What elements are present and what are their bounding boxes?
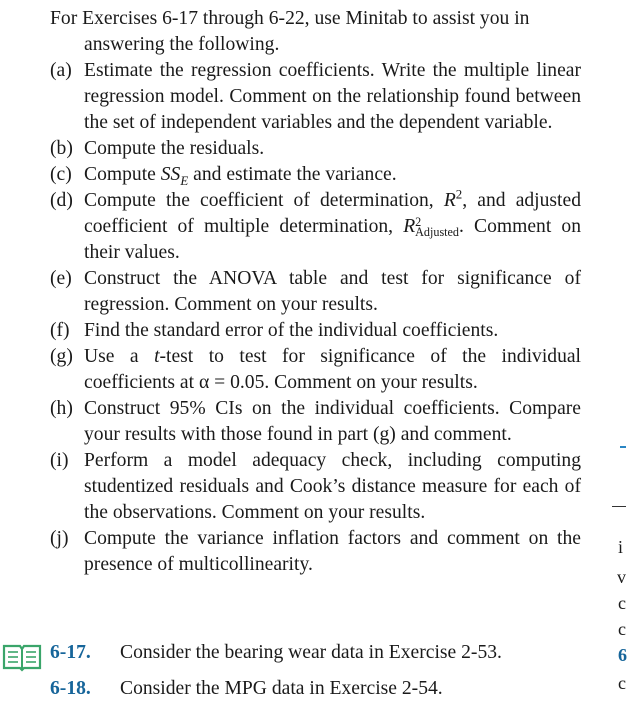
- exercise-instructions: [50, 6, 582, 58]
- intro-line-2: answering the following.: [84, 34, 280, 55]
- part-h: (h) Construct 95% CIs on the individual coefficients. Compare your results with those found in part (g) and comment.: [50, 398, 581, 445]
- exercise-text: Consider the MPG data in Exercise 2-54.: [120, 678, 443, 699]
- cropped-edge-char: i: [618, 537, 624, 557]
- cropped-edge-char: c: [618, 593, 626, 613]
- part-i: (i) Perform a model adequacy check, including computing studentized residuals and Cook’s distance measure for each of the observations. Comment on your results.: [50, 450, 581, 523]
- cropped-edge-char: 6: [618, 645, 627, 665]
- part-e: (e) Construct the ANOVA table and test for significance of regression. Comment on your results.: [50, 268, 581, 315]
- cropped-edge-char: c: [618, 619, 626, 639]
- exercise-text: Consider the bearing wear data in Exercise 2-53.: [120, 642, 502, 663]
- part-g: (g) Use a t-test to test for significance of the individual coefficients at α = 0.05. Comment on your results.: [50, 346, 582, 393]
- edge-mark: [620, 446, 626, 448]
- exercise-parts-list: [50, 58, 582, 578]
- part-a: (a) Estimate the regression coefficients. Write the multiple linear regression model. Comment on the relationship found between the set of independent variables and the dependent variable.: [50, 60, 581, 133]
- part-b: (b) Compute the residuals.: [50, 138, 265, 159]
- part-c: (c) Compute $SS_E$ and estimate the variance.: [50, 164, 397, 188]
- part-d: (d) Compute the coefficient of determination, $R^2$, and adjusted coefficient of multiple determination, R 2 Adjusted . Comment on their values.: [50, 186, 581, 263]
- part-j: (j) Compute the variance inflation factors and comment on the presence of multicollinearity.: [50, 528, 581, 575]
- edge-rule: [612, 506, 626, 507]
- exercise-number: 6-18.: [50, 678, 91, 699]
- part-f: (f) Find the standard error of the individual coefficients.: [50, 320, 499, 341]
- open-book-icon: [2, 642, 42, 672]
- cropped-edge-char: c: [618, 673, 626, 693]
- exercise-number: 6-17.: [50, 642, 91, 663]
- intro-line-1: For Exercises 6-17 through 6-22, use Minitab to assist you in: [50, 8, 530, 29]
- cropped-edge-char: v: [617, 567, 626, 587]
